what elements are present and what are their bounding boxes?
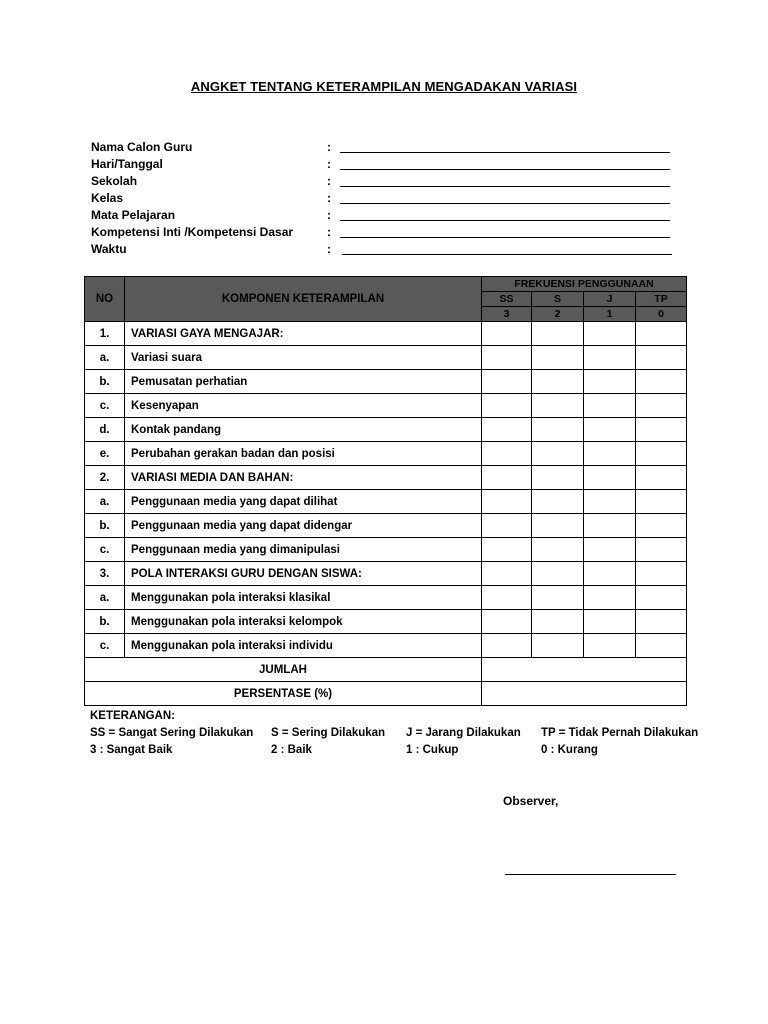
identity-label: Kelas	[91, 191, 124, 205]
score-cell-ss[interactable]	[482, 418, 532, 442]
row-number: b.	[85, 610, 125, 634]
identity-row-school	[91, 174, 691, 191]
table-row	[85, 418, 687, 442]
row-component: Kesenyapan	[125, 394, 482, 418]
percentage-value-cell[interactable]	[482, 682, 687, 706]
row-number: d.	[85, 418, 125, 442]
row-component: Pemusatan perhatian	[125, 370, 482, 394]
row-component: Menggunakan pola interaksi klasikal	[125, 586, 482, 610]
score-cell-j[interactable]	[584, 442, 636, 466]
score-cell-s[interactable]	[532, 562, 584, 586]
row-number: b.	[85, 514, 125, 538]
score-cell-tp[interactable]	[636, 538, 687, 562]
fill-in-line[interactable]	[340, 169, 670, 170]
identity-colon: :	[327, 157, 331, 171]
score-cell-ss[interactable]	[482, 634, 532, 658]
percentage-row	[85, 682, 687, 706]
score-cell-ss[interactable]	[482, 586, 532, 610]
table-row	[85, 514, 687, 538]
table-row	[85, 370, 687, 394]
score-cell-ss[interactable]	[482, 562, 532, 586]
row-number: a.	[85, 490, 125, 514]
identity-label: Sekolah	[91, 174, 138, 188]
header-scale-code: S	[532, 292, 584, 307]
header-no: NO	[85, 277, 125, 322]
total-label: JUMLAH	[85, 658, 482, 682]
identity-row-competency	[91, 225, 691, 242]
score-cell-s[interactable]	[532, 322, 584, 346]
identity-colon: :	[327, 225, 331, 239]
fill-in-line[interactable]	[340, 152, 670, 153]
legend-score: 0 : Kurang	[541, 744, 598, 756]
score-cell-s[interactable]	[532, 490, 584, 514]
header-scale-score: 3	[482, 307, 532, 322]
row-number: 3.	[85, 562, 125, 586]
score-cell-j[interactable]	[584, 538, 636, 562]
score-cell-tp[interactable]	[636, 442, 687, 466]
identity-label: Mata Pelajaran	[91, 208, 176, 222]
row-number: 2.	[85, 466, 125, 490]
signature-line[interactable]	[505, 874, 676, 875]
observer-label: Observer,	[503, 794, 559, 808]
score-cell-tp[interactable]	[636, 394, 687, 418]
header-component: KOMPONEN KETERAMPILAN	[125, 277, 482, 322]
row-component: Kontak pandang	[125, 418, 482, 442]
score-cell-s[interactable]	[532, 610, 584, 634]
score-cell-s[interactable]	[532, 538, 584, 562]
header-scale-code: SS	[482, 292, 532, 307]
score-cell-s[interactable]	[532, 514, 584, 538]
score-cell-ss[interactable]	[482, 466, 532, 490]
row-component: Perubahan gerakan badan dan posisi	[125, 442, 482, 466]
row-number: c.	[85, 394, 125, 418]
score-cell-j[interactable]	[584, 514, 636, 538]
identity-row-subject	[91, 208, 691, 225]
score-cell-j[interactable]	[584, 562, 636, 586]
table-row	[85, 394, 687, 418]
identity-row-name	[91, 140, 691, 157]
score-cell-tp[interactable]	[636, 586, 687, 610]
score-cell-ss[interactable]	[482, 370, 532, 394]
score-cell-tp[interactable]	[636, 490, 687, 514]
row-number: c.	[85, 538, 125, 562]
score-cell-s[interactable]	[532, 466, 584, 490]
identity-label: Nama Calon Guru	[91, 140, 193, 154]
row-component: Penggunaan media yang dapat didengar	[125, 514, 482, 538]
row-number: a.	[85, 586, 125, 610]
row-number: c.	[85, 634, 125, 658]
score-cell-j[interactable]	[584, 418, 636, 442]
percentage-label: PERSENTASE (%)	[85, 682, 482, 706]
identity-row-class	[91, 191, 691, 208]
score-cell-ss[interactable]	[482, 538, 532, 562]
score-cell-s[interactable]	[532, 370, 584, 394]
header-scale-score: 2	[532, 307, 584, 322]
score-cell-ss[interactable]	[482, 442, 532, 466]
score-cell-ss[interactable]	[482, 394, 532, 418]
row-component: VARIASI GAYA MENGAJAR:	[125, 322, 482, 346]
header-scale-code: J	[584, 292, 636, 307]
row-component: Penggunaan media yang dimanipulasi	[125, 538, 482, 562]
legend-heading: KETERANGAN:	[90, 710, 175, 722]
score-cell-ss[interactable]	[482, 322, 532, 346]
score-cell-j[interactable]	[584, 586, 636, 610]
fill-in-line[interactable]	[342, 254, 672, 255]
score-cell-tp[interactable]	[636, 418, 687, 442]
row-component: Variasi suara	[125, 346, 482, 370]
score-cell-s[interactable]	[532, 418, 584, 442]
legend-score: 1 : Cukup	[406, 744, 459, 756]
total-value-cell[interactable]	[482, 658, 687, 682]
row-component: VARIASI MEDIA DAN BAHAN:	[125, 466, 482, 490]
observation-table	[84, 276, 687, 706]
identity-colon: :	[327, 208, 331, 222]
score-cell-s[interactable]	[532, 586, 584, 610]
row-component: Menggunakan pola interaksi individu	[125, 634, 482, 658]
table-row	[85, 610, 687, 634]
score-cell-s[interactable]	[532, 442, 584, 466]
header-frequency: FREKUENSI PENGGUNAAN	[482, 277, 687, 292]
identity-colon: :	[327, 140, 331, 154]
table-row	[85, 466, 687, 490]
legend-score: 2 : Baik	[271, 744, 312, 756]
score-cell-ss[interactable]	[482, 514, 532, 538]
identity-colon: :	[327, 242, 331, 256]
identity-fields	[91, 140, 691, 259]
fill-in-line[interactable]	[340, 186, 670, 187]
row-component: Penggunaan media yang dapat dilihat	[125, 490, 482, 514]
table-row	[85, 586, 687, 610]
total-row	[85, 658, 687, 682]
score-cell-j[interactable]	[584, 490, 636, 514]
score-cell-j[interactable]	[584, 346, 636, 370]
fill-in-line[interactable]	[340, 220, 670, 221]
score-cell-tp[interactable]	[636, 610, 687, 634]
table-row	[85, 346, 687, 370]
score-cell-j[interactable]	[584, 634, 636, 658]
table-row	[85, 634, 687, 658]
identity-row-time	[91, 242, 691, 259]
table-row	[85, 490, 687, 514]
page-title: ANGKET TENTANG KETERAMPILAN MENGADAKAN VARIASI	[190, 79, 578, 94]
row-number: e.	[85, 442, 125, 466]
identity-colon: :	[327, 174, 331, 188]
legend-code: S = Sering Dilakukan	[271, 727, 386, 739]
legend-code: J = Jarang Dilakukan	[406, 727, 521, 739]
score-cell-j[interactable]	[584, 466, 636, 490]
score-cell-s[interactable]	[532, 634, 584, 658]
score-cell-j[interactable]	[584, 322, 636, 346]
score-cell-s[interactable]	[532, 394, 584, 418]
header-scale-score: 0	[636, 307, 687, 322]
identity-label: Waktu	[91, 242, 127, 256]
identity-label: Kompetensi Inti /Kompetensi Dasar	[91, 225, 294, 239]
row-component: POLA INTERAKSI GURU DENGAN SISWA:	[125, 562, 482, 586]
identity-colon: :	[327, 191, 331, 205]
table-row	[85, 562, 687, 586]
score-cell-j[interactable]	[584, 610, 636, 634]
score-cell-tp[interactable]	[636, 346, 687, 370]
score-cell-tp[interactable]	[636, 634, 687, 658]
row-number: a.	[85, 346, 125, 370]
header-scale-code: TP	[636, 292, 687, 307]
row-number: b.	[85, 370, 125, 394]
table-row	[85, 538, 687, 562]
score-cell-tp[interactable]	[636, 514, 687, 538]
legend-score: 3 : Sangat Baik	[90, 744, 173, 756]
score-cell-ss[interactable]	[482, 490, 532, 514]
table-row	[85, 442, 687, 466]
identity-row-date	[91, 157, 691, 174]
score-cell-s[interactable]	[532, 346, 584, 370]
score-cell-tp[interactable]	[636, 322, 687, 346]
score-cell-j[interactable]	[584, 394, 636, 418]
score-cell-tp[interactable]	[636, 562, 687, 586]
fill-in-line[interactable]	[340, 203, 670, 204]
header-scale-score: 1	[584, 307, 636, 322]
legend-code: SS = Sangat Sering Dilakukan	[90, 727, 254, 739]
row-component: Menggunakan pola interaksi kelompok	[125, 610, 482, 634]
table-row	[85, 322, 687, 346]
score-cell-ss[interactable]	[482, 610, 532, 634]
fill-in-line[interactable]	[340, 237, 670, 238]
identity-label: Hari/Tanggal	[91, 157, 163, 171]
score-cell-tp[interactable]	[636, 370, 687, 394]
score-cell-ss[interactable]	[482, 346, 532, 370]
score-cell-j[interactable]	[584, 370, 636, 394]
legend-code: TP = Tidak Pernah Dilakukan	[541, 727, 699, 739]
score-cell-tp[interactable]	[636, 466, 687, 490]
row-number: 1.	[85, 322, 125, 346]
